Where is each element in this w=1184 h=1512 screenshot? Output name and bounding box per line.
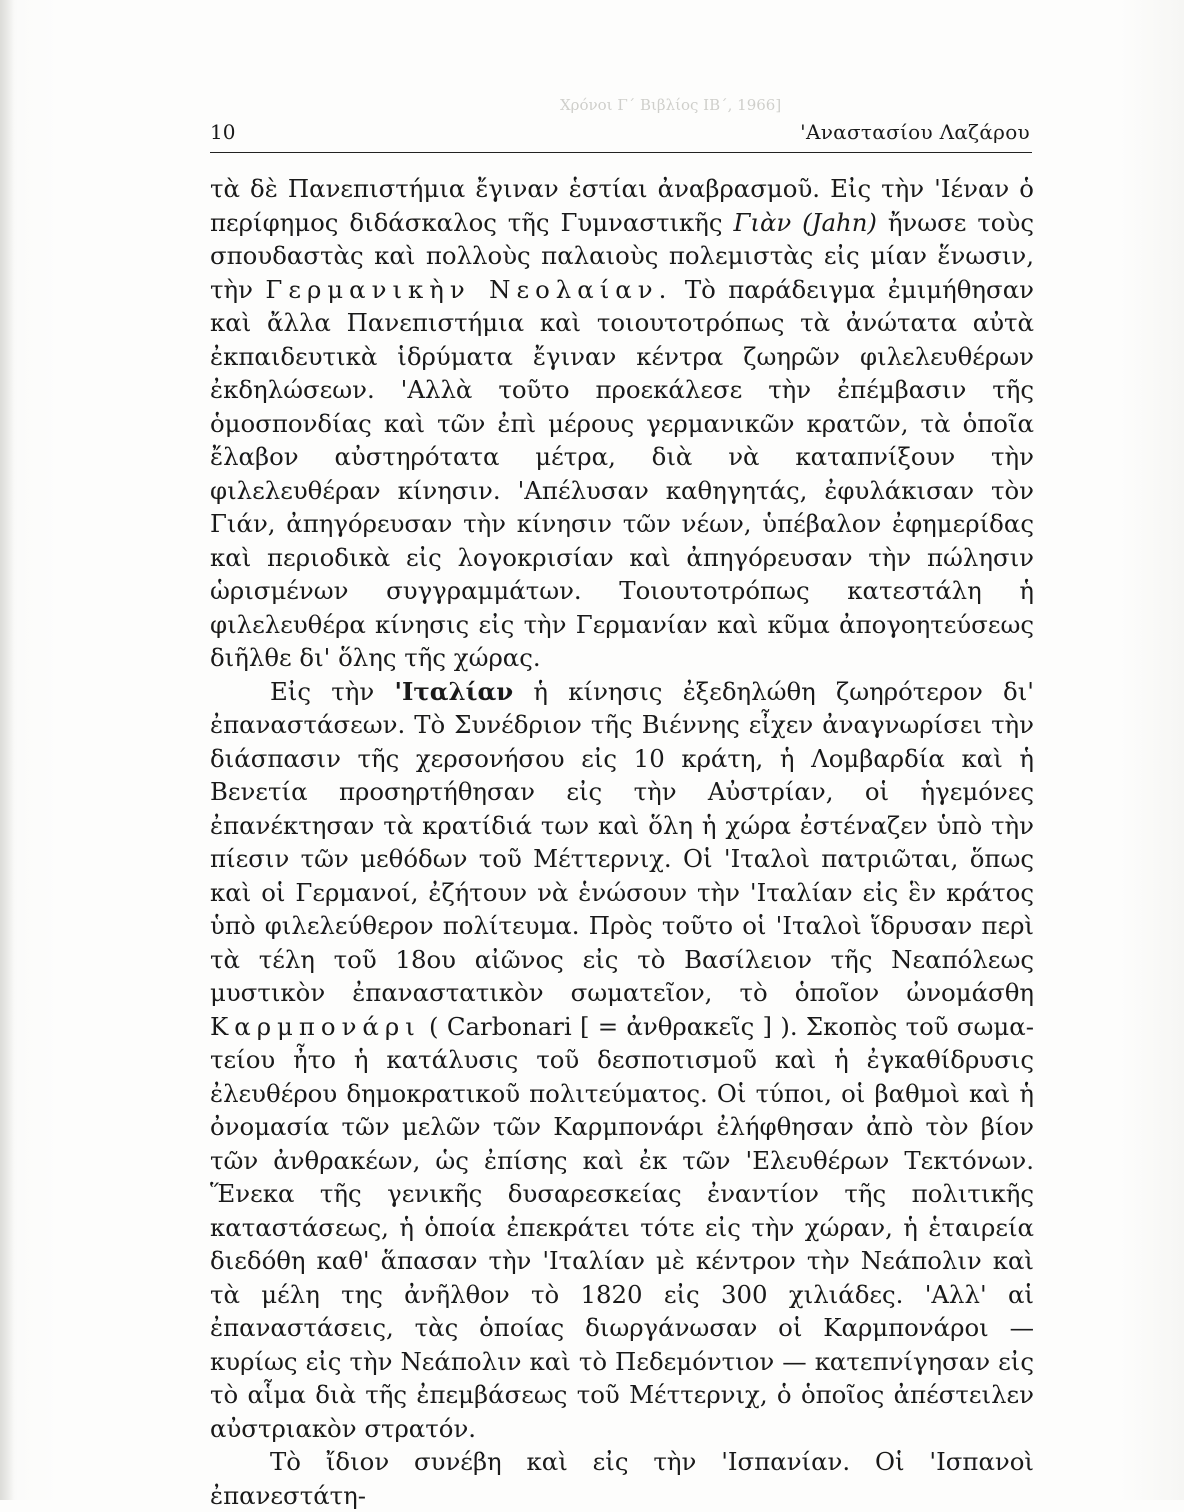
body-text <box>210 172 1034 1512</box>
page-header <box>210 118 1030 148</box>
page-number: 10 <box>210 120 236 144</box>
paragraph-italy: Εἰς τὴν 'Ιταλίαν ἡ κίνησις ἐξεδηλώθη ζωηρότερον δι' ἐπαναστάσεων. Τὸ Συνέδριον τῆς Βιέννης εἶχεν ἀναγνωρίσει τὴν διάσπασιν τῆς χερσονήσου εἰς 10 κράτη, ἡ Λομβαρδία καὶ ἡ Βενετία προσηρτήθησαν εἰς τὴν Αὐστρίαν, οἱ ἡγεμόνες ἐπανέκτησαν τὰ κρατίδιά των καὶ ὅλη ἡ χώρα ἐστέναζεν ὑπὸ τὴν πίεσιν τῶν μεθόδων τοῦ Μέττερνιχ. Οἱ 'Ιταλοὶ πατριῶται, ὅπως καὶ οἱ Γερμανοί, ἐζήτουν νὰ ἑνώσουν τὴν 'Ιταλίαν εἰς ἓν κράτος ὑπὸ φιλελεύθερον πολίτευμα. Πρὸς τοῦτο οἱ 'Ιταλοὶ ἵδρυσαν περὶ τὰ τέλη τοῦ 18ου αἰῶνος εἰς τὸ Βασίλειον τῆς Νεαπόλεως μυστικὸν ἐπαναστατικὸν σωματεῖον, τὸ ὁποῖον ὠνομάσθη Καρμπονάρι ( Carbonari [ = ἀνθρακεῖς ] ). Σκοπὸς τοῦ σωματείου ἦτο ἡ κατάλυσις τοῦ δεσποτισμοῦ καὶ ἡ ἐγκαθίδρυσις ἐλευθέρου δημοκρατικοῦ πολιτεύματος. Οἱ τύποι, οἱ βαθμοὶ καὶ ἡ ὀνομασία τῶν μελῶν τῶν Καρμπονάρι ἐλήφθησαν ἀπὸ τὸν βίον τῶν ἀνθρακέων, ὡς ἐπίσης καὶ ἐκ τῶν 'Ελευθέρων Τεκτόνων. Ἕνεκα τῆς γενικῆς δυσαρεσκείας ἐναντίον τῆς πολιτικῆς καταστάσεως, ἡ ὁποία ἐπεκράτει τότε εἰς τὴν χώραν, ἡ ἑταιρεία διεδόθη καθ' ἅπασαν τὴν 'Ιταλίαν μὲ κέντρον τὴν Νεάπολιν καὶ τὰ μέλη της ἀνῆλθον τὸ 1820 εἰς 300 χιλιάδες. 'Αλλ' αἱ ἐπαναστάσεις, τὰς ὁποίας διωργάνωσαν οἱ Καρμπονάροι — κυρίως εἰς τὴν Νεάπολιν καὶ τὸ Πεδεμόντιον — κατεπνίγησαν εἰς τὸ αἷμα διὰ τῆς ἐπεμβάσεως τοῦ Μέττερνιχ, ὁ ὁποῖος ἀπέστειλεν αὐστριακὸν στρατόν. <box>210 676 1035 1443</box>
paragraph-spain: Τὸ ἴδιον συνέβη καὶ εἰς τὴν 'Ισπανίαν. Οἱ 'Ισπανοὶ ἐπανεστάτη- <box>210 1447 1034 1510</box>
jahn-latin: (Jahn) <box>791 207 888 237</box>
spaced-term-carbonari: Καρμπονάρι <box>210 1011 421 1041</box>
bold-term-italy: 'Ιταλίαν <box>394 676 514 706</box>
jahn-name: Γιὰν <box>733 207 792 237</box>
bleed-through-text: Χρόνοι Γ΄ Βιβλίος ΙΒ΄, 1966] <box>560 96 782 114</box>
running-head: 'Αναστασίου Λαζάρου <box>800 120 1030 144</box>
spaced-term-neolaia: Γερμανικὴν Νεολαίαν. <box>265 274 673 304</box>
page-gutter-shadow <box>0 0 14 1500</box>
paragraph-germany: τὰ δὲ Πανεπιστήμια ἔγιναν ἑστίαι ἀναβρασμοῦ. Εἰς τὴν 'Ιέναν ὁ περίφημος διδάσκαλος τῆς Γυμναστικῆς Γιὰν (Jahn) ἤνωσε τοὺς σπουδαστὰς καὶ πολλοὺς παλαιοὺς πολεμιστὰς εἰς μίαν ἕνωσιν, τὴν Γερμανικὴν Νεολαίαν. Τὸ παράδειγμα ἐμιμήθησαν καὶ ἄλλα Πανεπιστήμια καὶ τοιουτοτρόπως τὰ ἀνώτατα αὐτὰ ἐκπαιδευτικὰ ἱδρύματα ἔγιναν κέντρα ζωηρῶν φιλελευθέρων ἐκδηλώσεων. 'Αλλὰ τοῦτο προεκάλεσε τὴν ἐπέμβασιν τῆς ὁμοσπονδίας καὶ τῶν ἐπὶ μέρους γερμανικῶν κρατῶν, τὰ ὁποῖα ἔλαβον αὐστηρότατα μέτρα, διὰ νὰ καταπνίξουν τὴν φιλελευθέραν κίνησιν. 'Απέλυσαν καθηγητάς, ἐφυλάκισαν τὸν Γιάν, ἀπηγόρευσαν τὴν κίνησιν τῶν νέων, ὑπέβαλον ἐφημερίδας καὶ περιοδικὰ εἰς λογοκρισίαν καὶ ἀπηγόρευσαν τὴν πώλησιν ὡρισμένων συγγραμμάτων. Τοιουτοτρόπως κατεστάλη ἡ φιλελευθέρα κίνησις εἰς τὴν Γερμανίαν καὶ κῦμα ἀπογοητεύσεως διῆλθε δι' ὅλης τῆς χώρας. <box>210 174 1034 672</box>
header-rule <box>210 152 1032 153</box>
